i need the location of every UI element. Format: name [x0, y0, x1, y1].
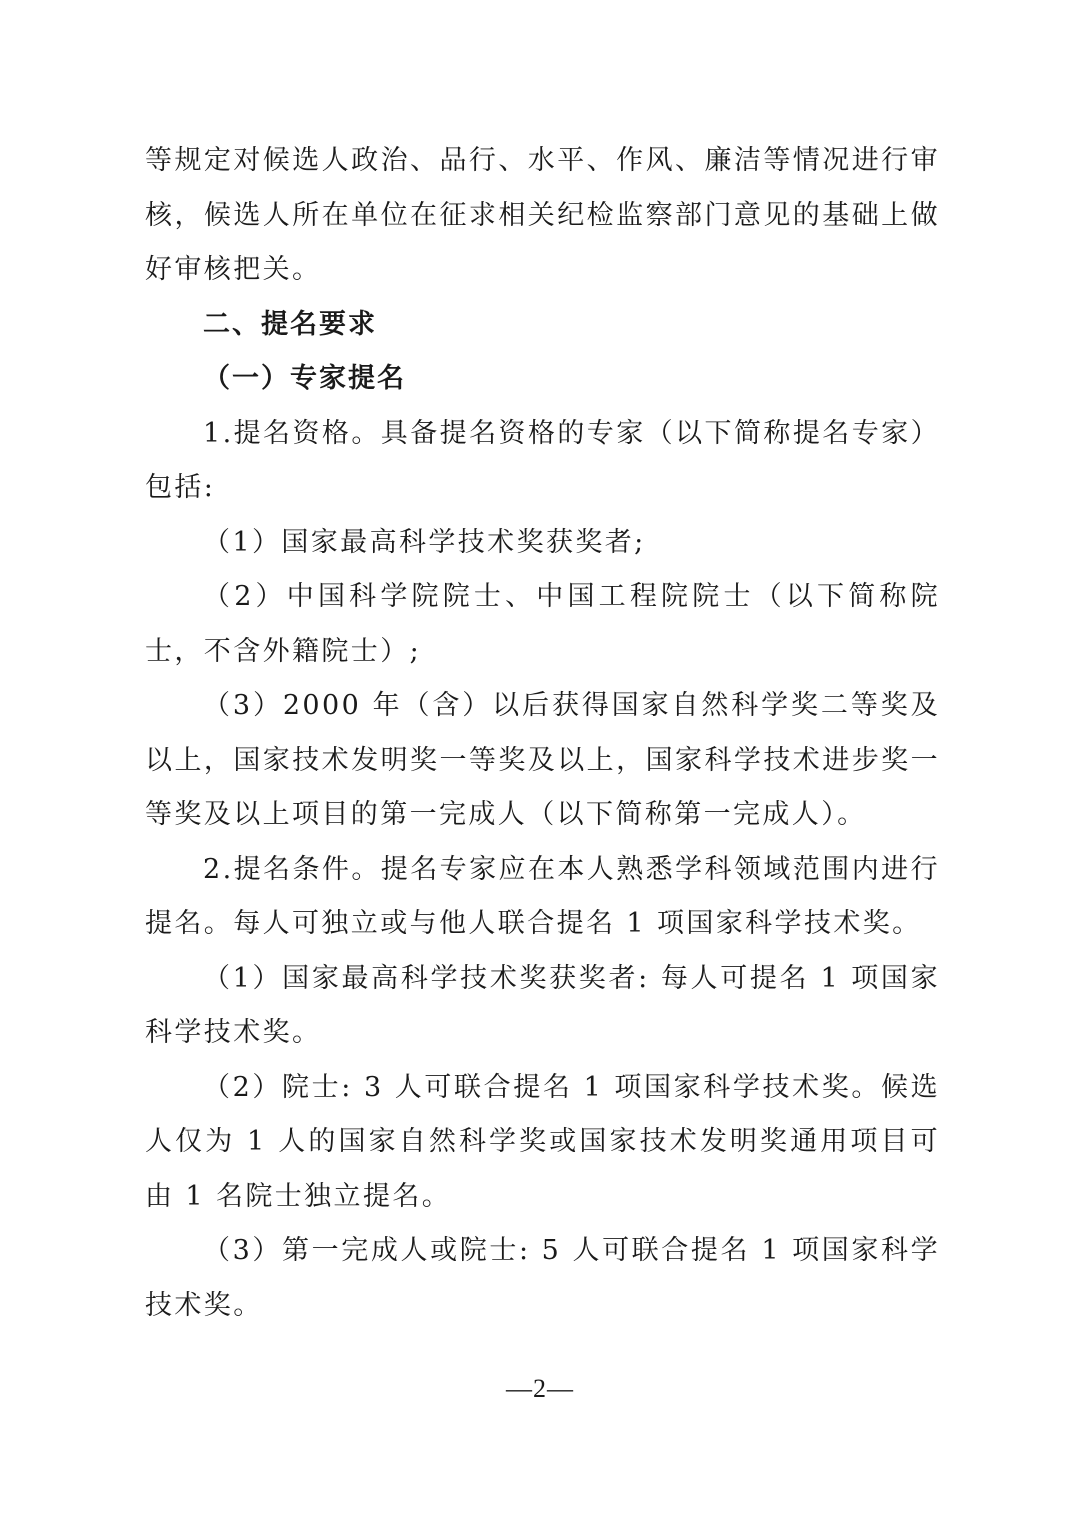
paragraph-continued: 等规定对候选人政治、品行、水平、作风、廉洁等情况进行审核，候选人所在单位在征求相关纪检监察部门意见的基础上做好审核把关。	[145, 145, 940, 285]
condition-item-2: （2）院士: 3 人可联合提名 1 项国家科学技术奖。候选人仅为 1 人的国家自然科学奖或国家技术发明奖通用项目可由 1 名院士独立提名。	[145, 1071, 940, 1212]
condition-item-3: （3）第一完成人或院士: 5 人可联合提名 1 项国家科学技术奖。	[145, 1235, 940, 1321]
list-item-3: （3）2000 年（含）以后获得国家自然科学奖二等奖及以上，国家技术发明奖一等奖及以上，国家科学技术进步奖一等奖及以上项目的第一完成人（以下简称第一完成人）。	[145, 690, 940, 830]
body-text	[145, 134, 940, 1333]
paragraph-eligibility: 1.提名资格。具备提名资格的专家（以下简称提名专家）包括:	[145, 417, 940, 503]
section-heading: 二、提名要求	[203, 308, 377, 340]
list-item-1: （1）国家最高科学技术奖获奖者;	[203, 526, 646, 558]
paragraph-conditions: 2.提名条件。提名专家应在本人熟悉学科领域范围内进行提名。每人可独立或与他人联合提名 1 项国家科学技术奖。	[145, 853, 940, 939]
page-number: —2—	[506, 1374, 574, 1403]
condition-item-1: （1）国家最高科学技术奖获奖者: 每人可提名 1 项国家科学技术奖。	[145, 962, 940, 1048]
subsection-heading: （一）专家提名	[203, 363, 406, 394]
list-item-2: （2）中国科学院院士、中国工程院院士（以下简称院士，不含外籍院士）;	[145, 581, 940, 667]
